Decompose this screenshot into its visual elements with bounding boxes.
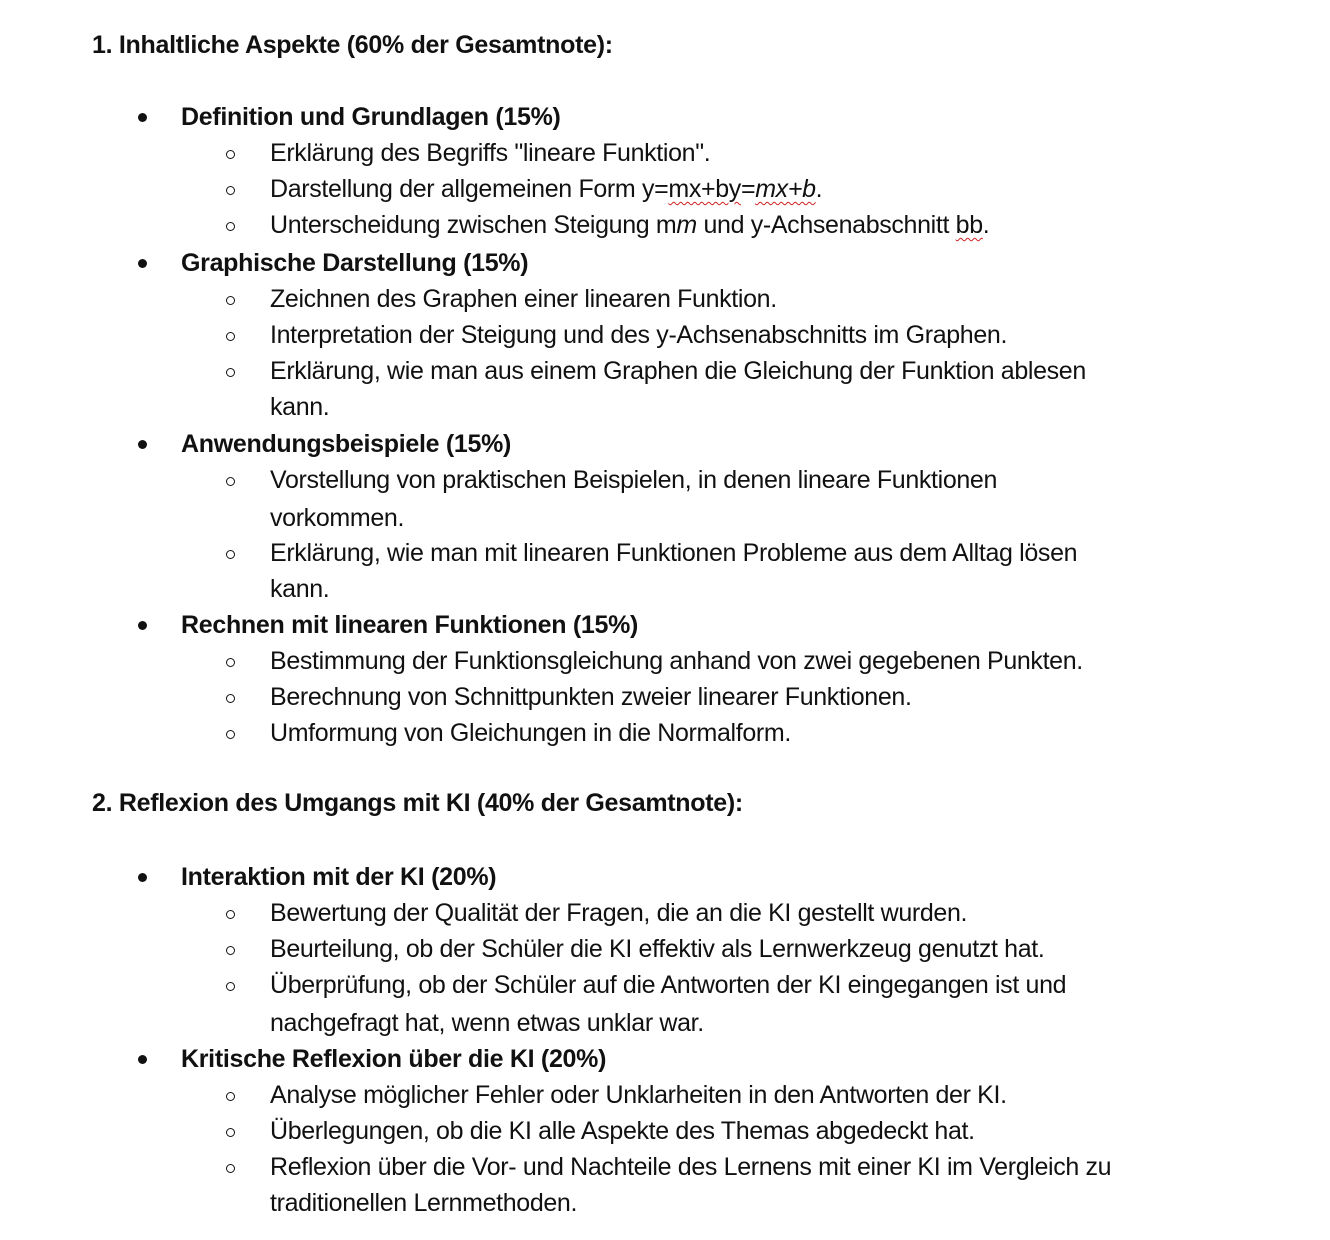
circle-bullet-icon <box>226 982 235 991</box>
section-heading-reflexion-ki: 2. Reflexion des Umgangs mit KI (40% der Gesamtnote): <box>92 789 743 817</box>
list-item: Erklärung, wie man mit linearen Funktionen Probleme aus dem Alltag lösen <box>270 539 1078 567</box>
bullet-icon <box>138 259 147 268</box>
list-item: Bewertung der Qualität der Fragen, die an die KI gestellt wurden. <box>270 899 968 927</box>
list-item-continuation: kann. <box>270 393 330 421</box>
spellcheck-flagged-text[interactable]: mx+by <box>668 175 741 203</box>
circle-bullet-icon <box>226 296 235 305</box>
bullet-icon <box>138 621 147 630</box>
text-segment: Unterscheidung zwischen Steigung m <box>270 211 677 239</box>
bullet-icon <box>138 113 147 122</box>
list-item: Erklärung des Begriffs "lineare Funktion". <box>270 139 711 167</box>
circle-bullet-icon <box>226 477 235 486</box>
list-item <box>270 207 1225 243</box>
bullet-title-kritische-reflexion: Kritische Reflexion über die KI (20%) <box>181 1045 607 1073</box>
circle-bullet-icon <box>226 730 235 739</box>
circle-bullet-icon <box>226 694 235 703</box>
list-item: Analyse möglicher Fehler oder Unklarheiten in den Antworten der KI. <box>270 1081 1007 1109</box>
circle-bullet-icon <box>226 658 235 667</box>
list-item: Interpretation der Steigung und des y-Achsenabschnitts im Graphen. <box>270 321 1008 349</box>
list-item: Erklärung, wie man aus einem Graphen die Gleichung der Funktion ablesen <box>270 357 1086 385</box>
bullet-title-definition: Definition und Grundlagen (15%) <box>181 103 561 131</box>
circle-bullet-icon <box>226 186 235 195</box>
list-item: Überlegungen, ob die KI alle Aspekte des Themas abgedeckt hat. <box>270 1117 975 1145</box>
list-item-continuation: kann. <box>270 575 330 603</box>
list-item-continuation: vorkommen. <box>270 504 405 532</box>
list-item: Überprüfung, ob der Schüler auf die Antworten der KI eingegangen ist und <box>270 971 1067 999</box>
text-segment: . <box>815 175 823 203</box>
text-segment: m <box>676 211 697 239</box>
text-segment: und y-Achsenabschnitt <box>696 211 956 239</box>
list-item: Beurteilung, ob der Schüler die KI effektiv als Lernwerkzeug genutzt hat. <box>270 935 1045 963</box>
circle-bullet-icon <box>226 946 235 955</box>
text-segment: . <box>982 211 990 239</box>
list-item: Bestimmung der Funktionsgleichung anhand von zwei gegebenen Punkten. <box>270 647 1083 675</box>
bullet-icon <box>138 440 147 449</box>
bullet-title-graphische-darstellung: Graphische Darstellung (15%) <box>181 249 529 277</box>
list-item: Vorstellung von praktischen Beispielen, in denen lineare Funktionen <box>270 466 998 494</box>
circle-bullet-icon <box>226 1128 235 1137</box>
list-item: Reflexion über die Vor- und Nachteile des Lernens mit einer KI im Vergleich zu <box>270 1153 1112 1181</box>
text-segment: Darstellung der allgemeinen Form y= <box>270 175 669 203</box>
list-item-continuation: traditionellen Lernmethoden. <box>270 1189 578 1217</box>
bullet-title-interaktion-ki: Interaktion mit der KI (20%) <box>181 863 497 891</box>
spellcheck-flagged-text[interactable]: mx+b <box>755 175 816 203</box>
list-item <box>270 171 1225 207</box>
spellcheck-flagged-text[interactable]: bb <box>955 211 983 239</box>
list-item: Umformung von Gleichungen in die Normalform. <box>270 719 791 747</box>
bullet-title-anwendungsbeispiele: Anwendungsbeispiele (15%) <box>181 430 512 458</box>
circle-bullet-icon <box>226 332 235 341</box>
circle-bullet-icon <box>226 1164 235 1173</box>
bullet-icon <box>138 873 147 882</box>
section-heading-inhaltliche-aspekte: 1. Inhaltliche Aspekte (60% der Gesamtnote): <box>92 31 613 59</box>
circle-bullet-icon <box>226 368 235 377</box>
bullet-icon <box>138 1055 147 1064</box>
bullet-title-rechnen: Rechnen mit linearen Funktionen (15%) <box>181 611 639 639</box>
circle-bullet-icon <box>226 910 235 919</box>
circle-bullet-icon <box>226 1092 235 1101</box>
circle-bullet-icon <box>226 222 235 231</box>
list-item: Zeichnen des Graphen einer linearen Funktion. <box>270 285 777 313</box>
text-segment: = <box>740 175 756 203</box>
list-item: Berechnung von Schnittpunkten zweier linearer Funktionen. <box>270 683 912 711</box>
list-item-continuation: nachgefragt hat, wenn etwas unklar war. <box>270 1009 704 1037</box>
circle-bullet-icon <box>226 550 235 559</box>
circle-bullet-icon <box>226 150 235 159</box>
